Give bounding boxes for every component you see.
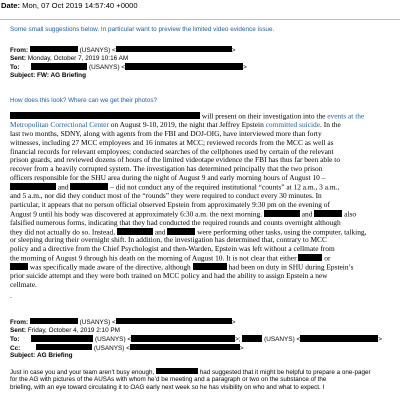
to-row: To: (USANYS) < > [10,63,247,71]
redaction [130,344,240,350]
briefing-paragraph: will present on their investigation into the events at the Metropolitan Correctional Center on August 9-10, 2019, the night that Jeffrey Epstein committed suicide. In the last two months, SDNY, along with agents from the FBI and DOJ-OIG, have interviewed more than forty witnesses, including 27 MCC employees and 16 inmates at MCC; reviewed records from the MCC as well as financial records for relevant employees; conducted searches of the cellphones used by certain of the relevant prison guards, and reviewed dozens of hours of the limited videotape evidence the FBI has thus far been able to recover from a heavily corrupted system. The investigation has determined principally that the two prison officers responsible for the SHU area during the night of August 9 and early morning hours of August 10 – and – did not conduct any of the required institutional “counts” at 12 a.m., 3 a.m., and 5 a.m., nor did they conduct most of the “rounds” they were required to conduct every 30 minutes. In particular, it appears that no person official observed Epstein from approximately 9:30 pm on the evening of August 9 until his body was discovered at approximately 6:30 a.m. the next morning. and also falsified numerous forms, indicating that they had conducted the required rounds and counts overnight although they did not actually do so. Instead, and were performing other tasks, using the computer, talking, or sleeping during their overnight shift. In addition, the investigation has determined that, contrary to MCC policy and a directive from the Chief Psychologist and then-Warden, Epstein was left without a cellmate from the morning of August 9 through his death on the morning of August 10. It is not clear that either or was specifically made aware of the directive, although had been on duty in SHU during Epstein’s prior suicide attempt and they were both trained on MCC policy and had the ability to assign Epstein a new cellmate. [10,112,367,289]
redaction [10,183,56,190]
redaction [30,46,78,52]
redaction [131,335,235,341]
link-mcc[interactable]: Metropolitan Correctional Center [10,120,109,129]
redaction [167,228,195,235]
redaction [116,318,232,324]
reply-question: How does this look? Where can we get their photos? [10,97,158,104]
redaction [264,210,300,217]
redaction [193,263,227,270]
redaction [298,254,322,261]
redaction [156,368,198,374]
redaction [70,183,108,190]
header-divider [0,19,400,20]
redaction [116,46,232,52]
email-date-line [1,1,397,11]
final-paragraph: Just in case you and your team aren’t busy enough, had suggested that it might be helpful to prepare a one-pager for the AG with pictures of the AUSAs with whom he’d be meeting and a paragraph or two on the substance of the briefing, with an eye toward circulating it to OAG early next week so he has visibility on who and what to expect. I [10,368,371,392]
subject-row: Subject: AG Briefing [10,352,73,360]
date-value: Mon, 07 Oct 2019 14:57:40 +0000 [22,1,138,10]
forward-header-2 [10,318,390,361]
redaction [117,228,153,235]
redaction [31,63,87,69]
sent-row: Sent: Friday, October 4, 2019 2:10 PM [10,326,121,334]
sent-row: Sent: Monday, October 7, 2019 10:16 AM [10,54,129,62]
from-row: From: (USANYS) < > [10,46,236,54]
redaction [10,263,28,270]
to-row: To: (USANYS) < >; (USANYS) < > [10,335,382,343]
redaction [314,210,342,217]
from-row: From: (USANYS) < > [10,318,236,326]
date-label: Date: [1,1,20,10]
cc-row: Cc: (USANYS) < > [10,344,244,352]
redaction [10,112,200,119]
redaction [31,335,93,341]
link-suicide[interactable]: committed suicide [265,120,321,129]
redaction [242,335,262,341]
bullet-dot: . [10,293,12,300]
forward-header-1 [10,46,390,80]
redaction [300,335,378,341]
link-events[interactable]: events at the [327,112,365,121]
subject-row: Subject: FW: AG Briefing [10,71,86,79]
intro-note: Some small suggestions below. In particular want to preview the limited video evidence issue. [10,26,275,33]
redaction [125,63,243,69]
redaction [36,344,92,350]
redaction [30,318,78,324]
